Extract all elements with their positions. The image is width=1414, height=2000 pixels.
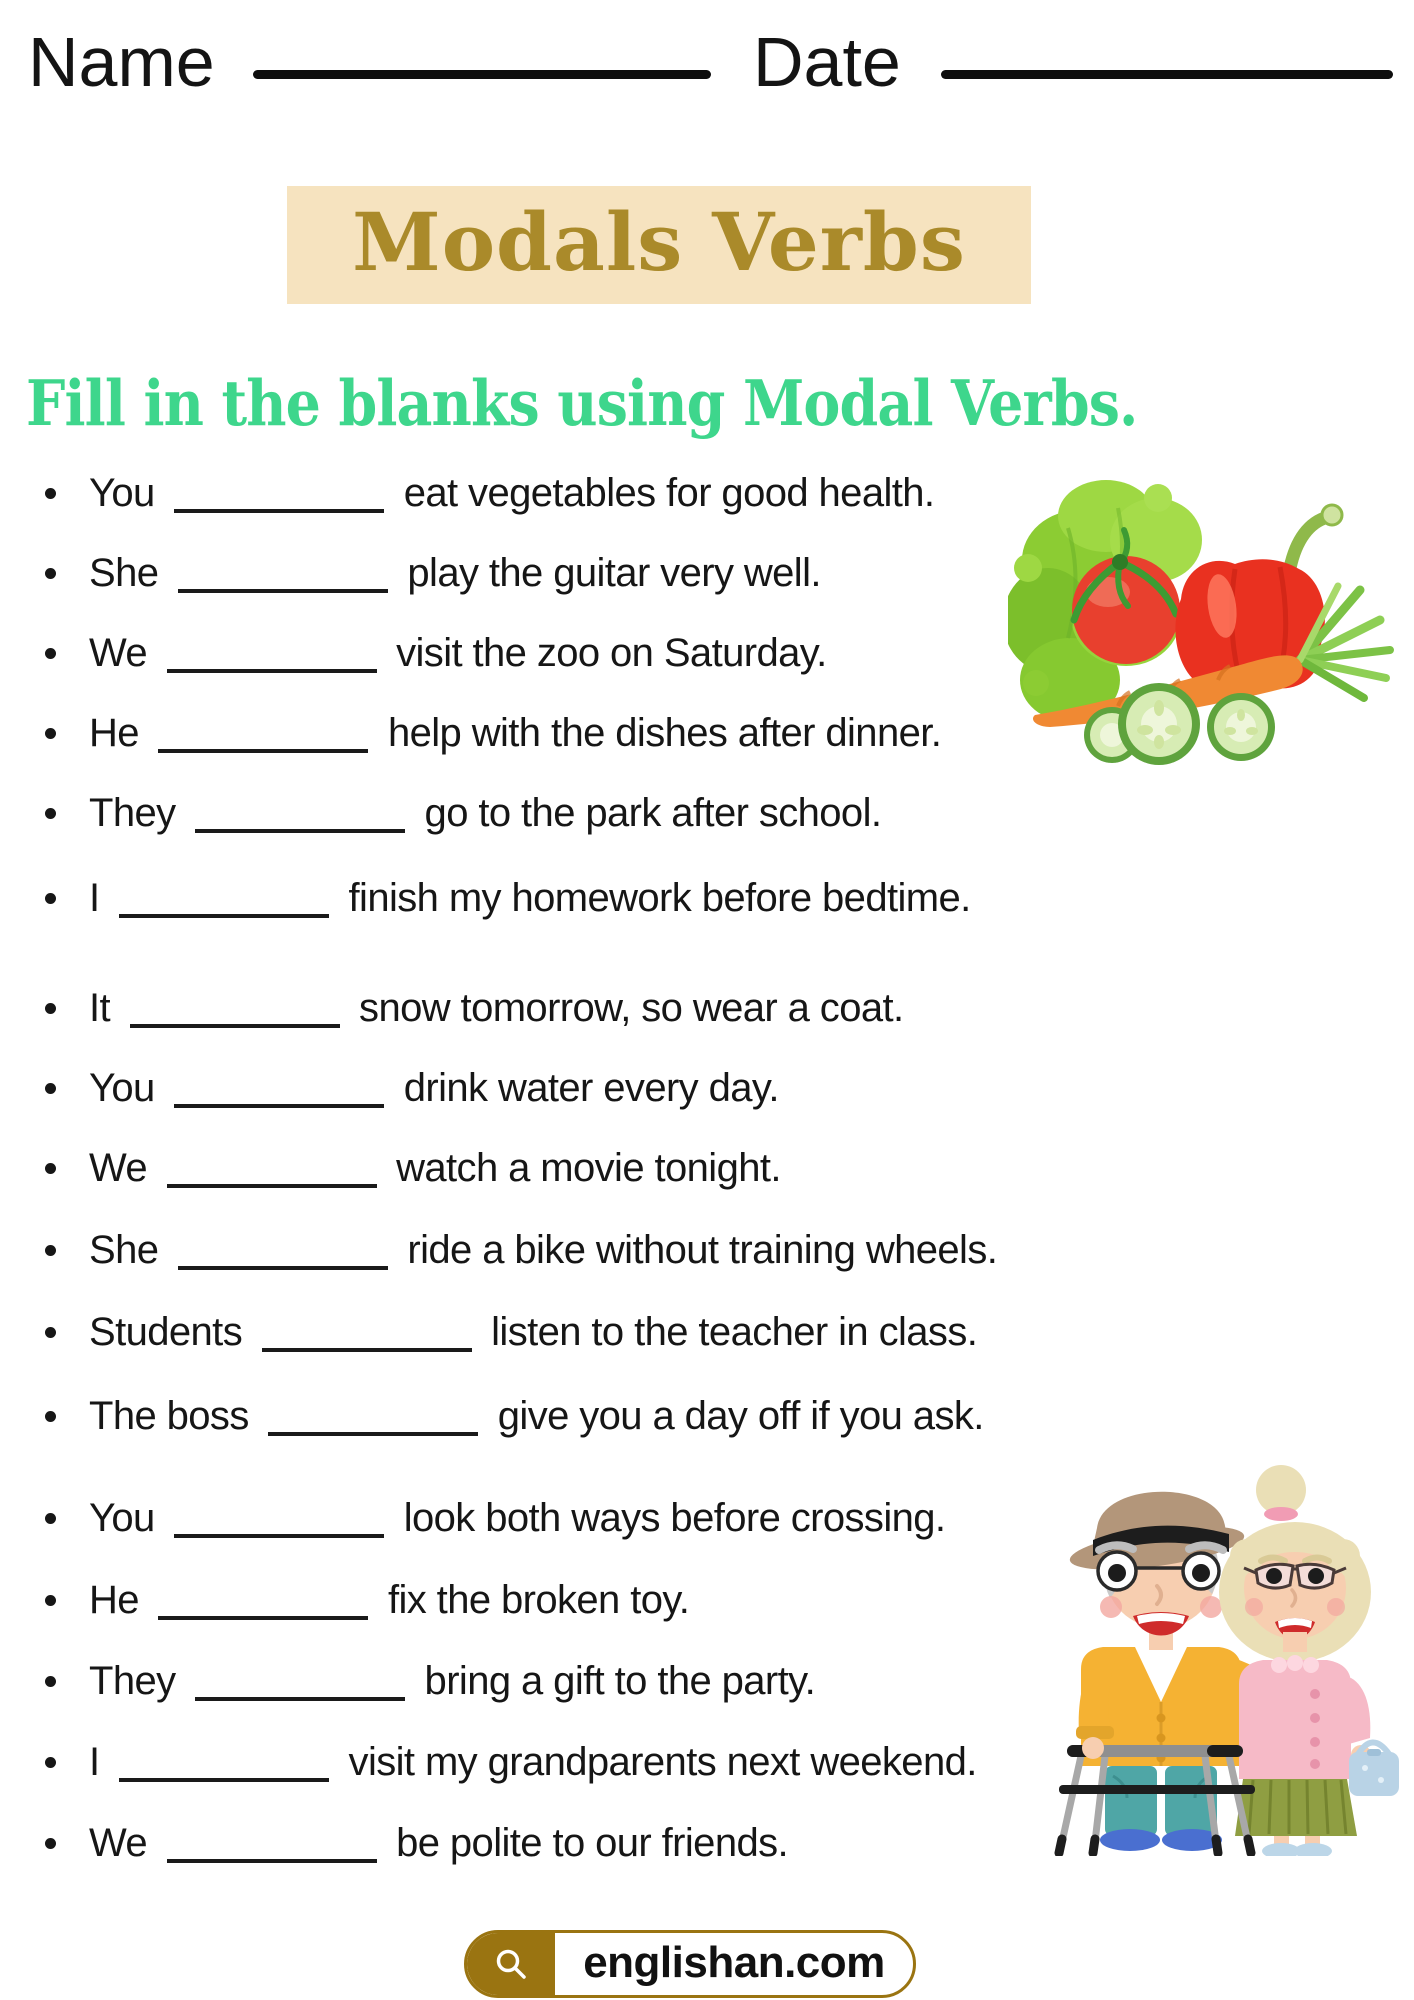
item-subject: You xyxy=(89,1496,166,1540)
item-rest: listen to the teacher in class. xyxy=(480,1310,978,1354)
exercise-item xyxy=(36,1290,1414,1374)
item-subject: I xyxy=(89,876,111,920)
bullet-icon xyxy=(45,1245,56,1256)
bullet-icon xyxy=(45,1513,56,1524)
item-subject: We xyxy=(89,631,158,675)
exercise-item xyxy=(36,1126,1414,1210)
item-rest: visit the zoo on Saturday. xyxy=(385,631,827,675)
item-subject: They xyxy=(89,1659,187,1703)
answer-blank xyxy=(130,994,340,1028)
bullet-icon xyxy=(45,1595,56,1606)
exercise-item xyxy=(36,966,1414,1050)
answer-blank xyxy=(174,479,384,513)
grandma-figure xyxy=(1219,1465,1399,1856)
bullet-icon xyxy=(45,568,56,579)
bullet-icon xyxy=(45,488,56,499)
item-subject: We xyxy=(89,1146,158,1190)
item-subject: I xyxy=(89,1740,111,1784)
instruction-heading: Fill in the blanks using Modal Verbs. xyxy=(26,366,1138,440)
exercise-item xyxy=(36,1046,1414,1130)
item-rest: fix the broken toy. xyxy=(377,1578,690,1622)
answer-blank xyxy=(195,1667,405,1701)
item-subject: You xyxy=(89,1066,166,1110)
elderly-couple-illustration xyxy=(1053,1464,1401,1856)
item-rest: finish my homework before bedtime. xyxy=(338,876,971,920)
item-subject: He xyxy=(89,711,150,755)
answer-blank xyxy=(158,719,368,753)
exercise-item xyxy=(36,1374,1414,1458)
item-subject: Students xyxy=(89,1310,253,1354)
item-subject: The boss xyxy=(89,1394,260,1438)
exercise-item xyxy=(36,771,1414,855)
item-rest: look both ways before crossing. xyxy=(393,1496,946,1540)
bullet-icon xyxy=(45,808,56,819)
answer-blank xyxy=(167,1154,377,1188)
item-subject: They xyxy=(89,791,187,835)
answer-blank xyxy=(167,639,377,673)
footer-icon-box xyxy=(467,1933,555,1995)
bullet-icon xyxy=(45,1083,56,1094)
item-subject: She xyxy=(89,551,169,595)
item-rest: visit my grandparents next weekend. xyxy=(338,1740,977,1784)
bullet-icon xyxy=(45,1411,56,1422)
bullet-icon xyxy=(45,1327,56,1338)
answer-blank xyxy=(262,1318,472,1352)
item-subject: We xyxy=(89,1821,158,1865)
answer-blank xyxy=(119,1748,329,1782)
vegetables-illustration xyxy=(1008,468,1396,768)
item-rest: ride a bike without training wheels. xyxy=(396,1228,998,1272)
bullet-icon xyxy=(45,1676,56,1687)
item-subject: She xyxy=(89,1228,169,1272)
item-rest: eat vegetables for good health. xyxy=(393,471,935,515)
item-subject: He xyxy=(89,1578,150,1622)
item-rest: give you a day off if you ask. xyxy=(487,1394,984,1438)
exercise-item xyxy=(36,856,1414,940)
exercise-item xyxy=(36,1208,1414,1292)
bullet-icon xyxy=(45,1163,56,1174)
search-icon xyxy=(493,1946,529,1982)
item-rest: snow tomorrow, so wear a coat. xyxy=(348,986,904,1030)
bullet-icon xyxy=(45,728,56,739)
page-title: Modals Verbs xyxy=(352,195,966,289)
item-subject: It xyxy=(89,986,121,1030)
item-rest: drink water every day. xyxy=(393,1066,779,1110)
footer-badge xyxy=(464,1930,916,1998)
item-rest: watch a movie tonight. xyxy=(385,1146,781,1190)
item-subject: You xyxy=(89,471,166,515)
bullet-icon xyxy=(45,893,56,904)
answer-blank xyxy=(178,1236,388,1270)
bullet-icon xyxy=(45,1003,56,1014)
answer-blank xyxy=(174,1074,384,1108)
date-label: Date xyxy=(753,23,901,101)
bullet-icon xyxy=(45,1838,56,1849)
answer-blank xyxy=(268,1402,478,1436)
item-rest: go to the park after school. xyxy=(414,791,882,835)
bullet-icon xyxy=(45,1757,56,1768)
bullet-icon xyxy=(45,648,56,659)
name-label: Name xyxy=(28,23,215,101)
item-rest: help with the dishes after dinner. xyxy=(377,711,942,755)
answer-blank xyxy=(167,1829,377,1863)
answer-blank xyxy=(174,1504,384,1538)
answer-blank xyxy=(195,799,405,833)
item-rest: play the guitar very well. xyxy=(396,551,821,595)
answer-blank xyxy=(158,1586,368,1620)
item-rest: bring a gift to the party. xyxy=(414,1659,816,1703)
answer-blank xyxy=(119,884,329,918)
item-rest: be polite to our friends. xyxy=(385,1821,789,1865)
site-name: englishan.com xyxy=(583,1937,885,1987)
answer-blank xyxy=(178,559,388,593)
